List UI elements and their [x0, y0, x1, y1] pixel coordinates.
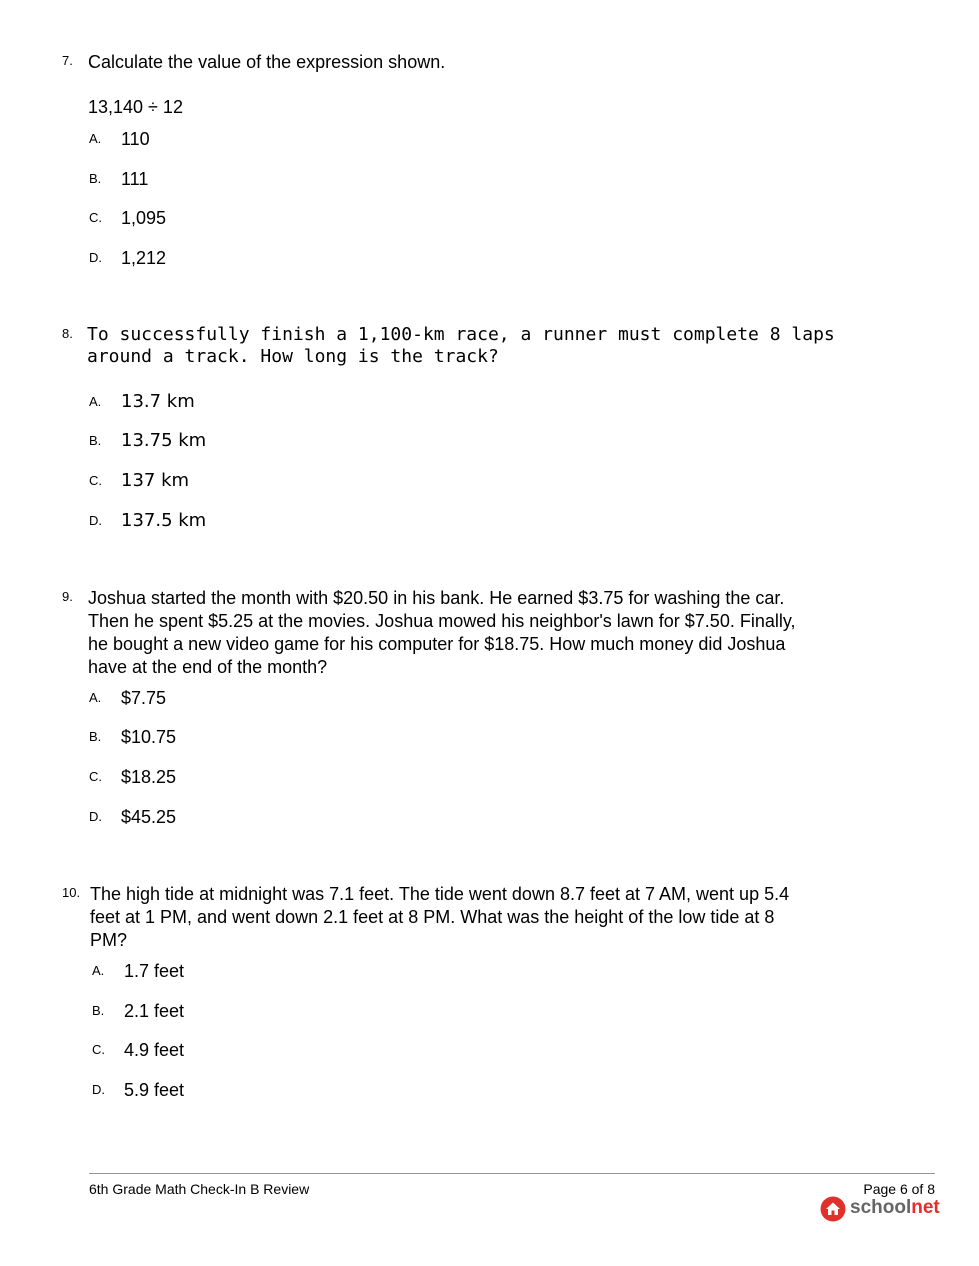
choice-text[interactable]: 4.9 feet: [124, 1040, 185, 1060]
choice-letter: A.: [89, 394, 102, 409]
choice-text[interactable]: 13.7 km: [121, 391, 195, 412]
choice-text[interactable]: 13.75 km: [121, 430, 207, 451]
choice-text[interactable]: 1,095: [121, 208, 167, 228]
question-number: 10.: [62, 885, 81, 900]
schoolnet-logo: [820, 1196, 940, 1222]
choice-text[interactable]: $45.25: [121, 807, 177, 827]
choice-text[interactable]: 1,212: [121, 248, 167, 268]
choice-letter: D.: [89, 250, 102, 265]
choice-letter: B.: [89, 729, 102, 744]
choice-letter: D.: [89, 513, 102, 528]
house-icon: [820, 1196, 846, 1222]
choice-letter: B.: [92, 1003, 105, 1018]
choice-text[interactable]: 5.9 feet: [124, 1080, 185, 1100]
choice-text[interactable]: $7.75: [121, 688, 167, 708]
choice-text[interactable]: 111: [121, 169, 149, 189]
question-stem-line: The high tide at midnight was 7.1 feet. The tide went down 8.7 feet at 7 AM, went up 5.4: [90, 884, 790, 904]
question-stem-line: he bought a new video game for his computer for $18.75. How much money did Joshua: [88, 634, 786, 654]
question-stem-line: have at the end of the month?: [88, 657, 328, 677]
choice-text[interactable]: $18.25: [121, 767, 177, 787]
question-stem: Calculate the value of the expression shown.: [88, 52, 446, 72]
question-number: 9.: [62, 589, 73, 604]
choice-letter: A.: [92, 963, 105, 978]
question-number: 7.: [62, 53, 73, 68]
question-stem-line: PM?: [90, 930, 128, 950]
choice-letter: A.: [89, 131, 102, 146]
choice-text[interactable]: 1.7 feet: [124, 961, 185, 981]
question-stem-line: Joshua started the month with $20.50 in his bank. He earned $3.75 for washing the car.: [88, 588, 785, 608]
logo-text: schoolnet: [850, 1197, 940, 1218]
choice-letter: B.: [89, 171, 102, 186]
choice-text[interactable]: 137.5 km: [121, 510, 207, 531]
choice-text[interactable]: 110: [121, 129, 150, 149]
footer-divider: [89, 1173, 935, 1174]
choice-letter: C.: [89, 473, 102, 488]
question-stem-line: around a track. How long is the track?: [87, 346, 499, 367]
choice-letter: C.: [89, 769, 102, 784]
choice-letter: D.: [92, 1082, 105, 1097]
choice-letter: C.: [89, 210, 102, 225]
question-number: 8.: [62, 326, 73, 341]
choice-letter: D.: [89, 809, 102, 824]
choice-text[interactable]: $10.75: [121, 727, 177, 747]
footer-title: 6th Grade Math Check-In B Review: [89, 1181, 310, 1197]
choice-text[interactable]: 2.1 feet: [124, 1001, 185, 1021]
choice-letter: B.: [89, 433, 102, 448]
page-number: Page 6 of 8: [863, 1181, 935, 1197]
choice-letter: C.: [92, 1042, 105, 1057]
question-stem-line: To successfully finish a 1,100-km race, a runner must complete 8 laps: [87, 324, 835, 345]
question-stem-line: feet at 1 PM, and went down 2.1 feet at 8 PM. What was the height of the low tide at 8: [90, 907, 775, 927]
choice-letter: A.: [89, 690, 102, 705]
question-stem-line: Then he spent $5.25 at the movies. Joshua mowed his neighbor's lawn for $7.50. Finally,: [88, 611, 796, 631]
choice-text[interactable]: 137 km: [121, 470, 190, 491]
expression: 13,140 ÷ 12: [88, 97, 183, 117]
